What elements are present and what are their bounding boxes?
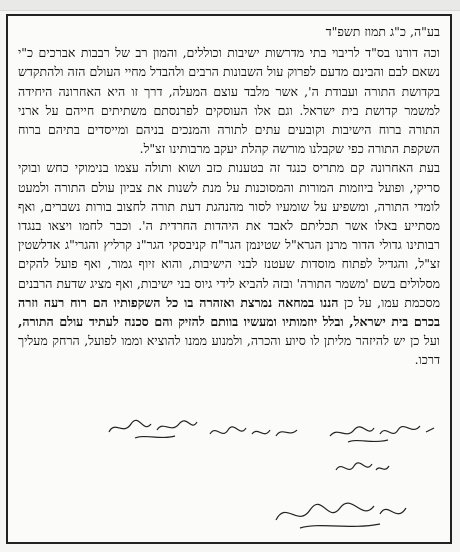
paragraph-2-emphasis: הננו במחאה נמרצת ואזהרה בו כל השקפותיו הם רוח רעה וזרה בכרם בית ישראל, ובלל יוזמותיו ומעשיו בוותם להזיק והם סכנה לעתיד עולם התורה, <box>18 294 440 330</box>
paragraph-1: וכה דורנו בס"ד לריבוי בתי מדרשות ישיבות וכוללים, והמון רב של רבבות אברכים כ"י נשאם לבם והבינם מדעם לפרוק עול השבונות הרבים ולהבדל מחיי העולם הזה ולהתקדש בקדושת התורה ועבודת ה', אשר מלבד עוצם המעלה, דרך זו היא האחרונה היחידה למשמר קדושת בית ישראל. וגם אלו העוסקים לפרנסתם משתיתים חייהם על ארני התורה ברוח הישיבות וקובעים עתים לתורה והמנכים בניהם ומייסדים בתיהם ברוח השקפת התורה כפי שקבלנו מורשה קהלת יעקב מרבותינו זצ"ל. <box>18 45 440 157</box>
signature-2 <box>207 420 302 444</box>
date-line: בע"ה, כ"ג תמוז תשפ"ד <box>325 24 440 39</box>
letter-frame <box>6 14 452 544</box>
signature-1 <box>328 418 438 446</box>
top-strip <box>0 0 460 11</box>
paragraph-2 <box>18 158 440 369</box>
signature-5 <box>270 494 410 534</box>
signature-4 <box>332 456 392 480</box>
signature-3 <box>105 412 200 442</box>
paragraph-2-text: בעת האחרונה קם מתריס כנגד זה בטענות כזב ושוא ותולה עצמו בנימוקי כחש ובוקי סריקי, ופועל ביוזמות המורות והמסוכנות על מנת לשנות את צביון עולם התורה ולמעט לומדי התורה, ומשפיע על שומעיו לסור מהנהגת דעת תורה לחצוב בורות נשברים, ואף מסתייע באלו אשר תכליתם לאבד את היהדות החרדית ה'. וכבר לחמו ויצאו בנגדו רבותינו גדולי הדור מרנן הגרא"ל שטינמן הגר"ח קניבסקי הגר"נ קרליץ והגרי"ג אדלשטין זצ"ל, והגדיל לפתוח מוסדות שעטנז לבני הישיבות, והוא זיוף גמור, ואף פועל להקים מסלולים בשם 'משמר התורה' ובזה להביא לידי גיוס בני ישיבות, ואף מציג שדעת הרבנים מסכמת עמו, על כן <box>18 160 440 310</box>
paragraph-2-closing: ועל כן יש להיזהר מליתן לו סיוע והכרה, ולמנוע ממנו להוציא וממו לפועל, הרחק מעליך דרכו. <box>18 333 440 368</box>
letter-body <box>18 22 440 370</box>
